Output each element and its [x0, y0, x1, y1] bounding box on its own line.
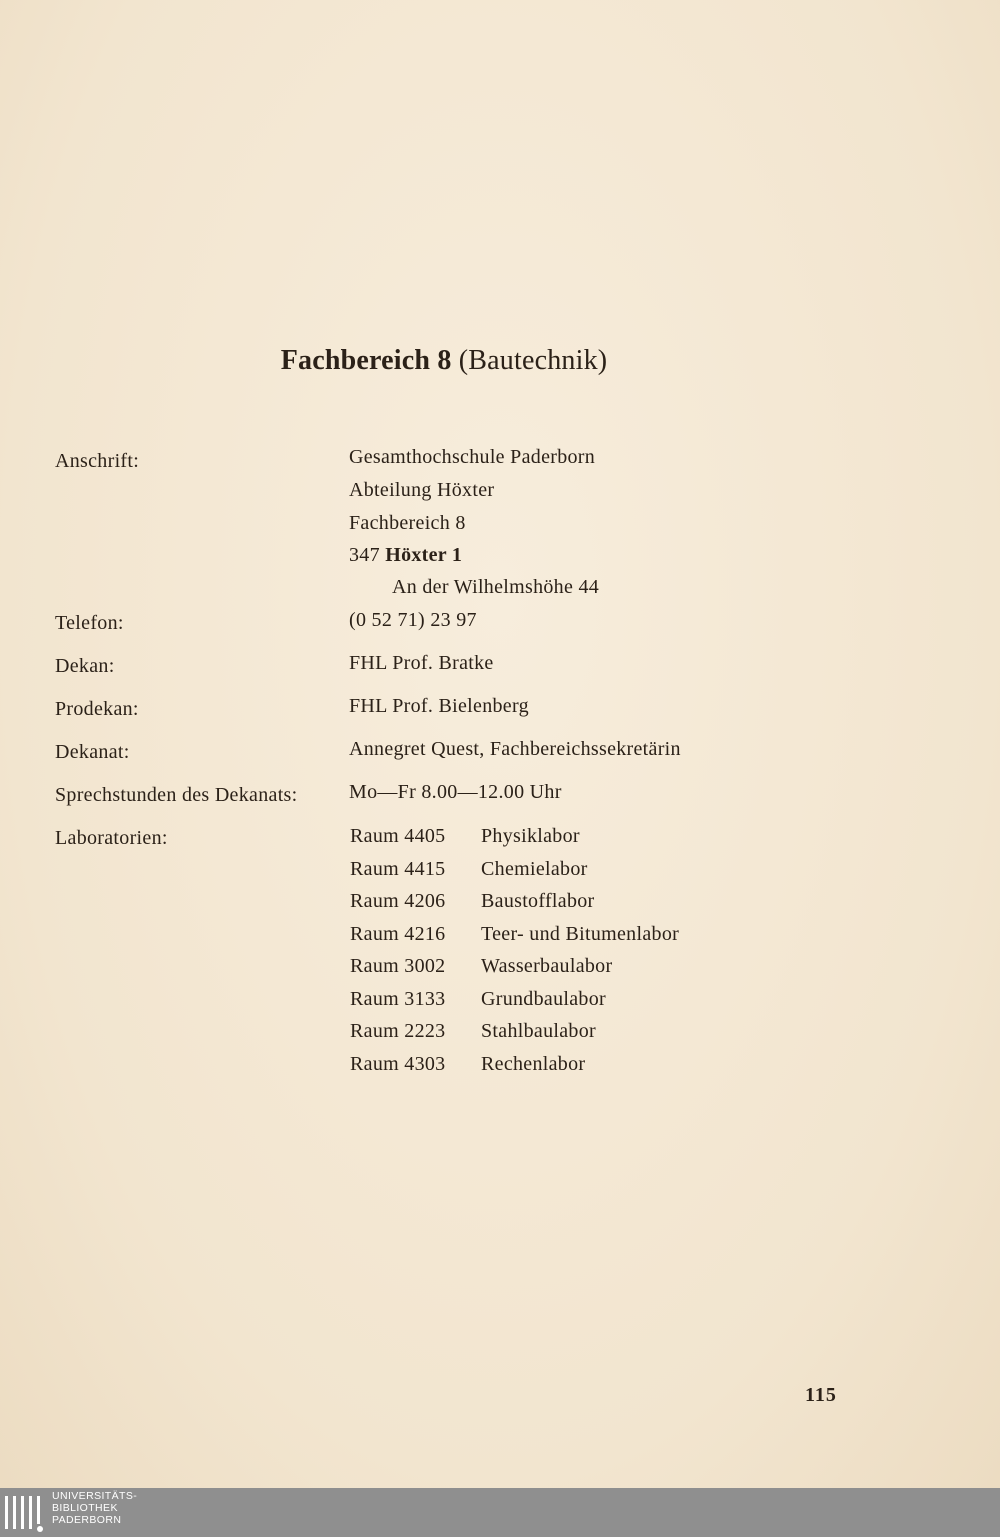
- lab-room-number: Raum 4303: [350, 1053, 446, 1075]
- library-name-line: BIBLIOTHEK: [52, 1502, 118, 1514]
- lab-room-number: Raum 4415: [350, 858, 446, 880]
- prodekan-label: Prodekan:: [55, 698, 139, 720]
- prodekan-value: FHL Prof. Bielenberg: [349, 695, 529, 717]
- dekan-label: Dekan:: [55, 655, 115, 677]
- lab-name: Baustofflabor: [481, 890, 595, 912]
- telefon-label: Telefon:: [55, 612, 124, 634]
- lab-name: Grundbaulabor: [481, 988, 606, 1010]
- lab-room-number: Raum 3002: [350, 955, 446, 977]
- library-logo-icon: [4, 1492, 48, 1533]
- address-line-1: Gesamthochschule Paderborn: [349, 446, 596, 468]
- address-line-3: Fachbereich 8: [349, 512, 466, 534]
- lab-name: Rechenlabor: [481, 1053, 586, 1075]
- page-title: [0, 345, 888, 377]
- page-number: 115: [805, 1384, 837, 1406]
- lab-name: Stahlbaulabor: [481, 1020, 596, 1042]
- lab-room-number: Raum 4405: [350, 825, 446, 847]
- dekanat-label: Dekanat:: [55, 741, 130, 763]
- laboratorien-label: Laboratorien:: [55, 827, 168, 849]
- library-name: [52, 1490, 137, 1526]
- lab-room-number: Raum 4206: [350, 890, 446, 912]
- address-city-line: [349, 544, 462, 567]
- lab-room-number: Raum 2223: [350, 1020, 446, 1042]
- dekan-value: FHL Prof. Bratke: [349, 652, 494, 674]
- address-city: Höxter 1: [385, 544, 463, 566]
- address-zip: 347: [349, 544, 380, 566]
- anschrift-label: Anschrift:: [55, 450, 140, 472]
- title-sub: (Bautechnik): [458, 345, 608, 376]
- dekanat-value: Annegret Quest, Fachbereichssekretärin: [349, 738, 681, 760]
- lab-name: Teer- und Bitumenlabor: [481, 923, 680, 945]
- sprechstunden-value: Mo—Fr 8.00—12.00 Uhr: [349, 781, 562, 803]
- library-name-line: PADERBORN: [52, 1514, 122, 1526]
- library-name-line: UNIVERSITÄTS-: [52, 1490, 138, 1502]
- lab-room-number: Raum 4216: [350, 923, 446, 945]
- sprechstunden-label: Sprechstunden des Dekanats:: [55, 784, 298, 806]
- library-footer-bar: [0, 1488, 1000, 1537]
- address-street: An der Wilhelmshöhe 44: [392, 576, 600, 598]
- title-main: Fachbereich 8: [280, 345, 452, 376]
- lab-name: Chemielabor: [481, 858, 588, 880]
- lab-room-number: Raum 3133: [350, 988, 446, 1010]
- telefon-value: (0 52 71) 23 97: [349, 609, 477, 631]
- lab-name: Wasserbaulabor: [481, 955, 613, 977]
- address-line-2: Abteilung Höxter: [349, 479, 495, 501]
- lab-name: Physiklabor: [481, 825, 580, 847]
